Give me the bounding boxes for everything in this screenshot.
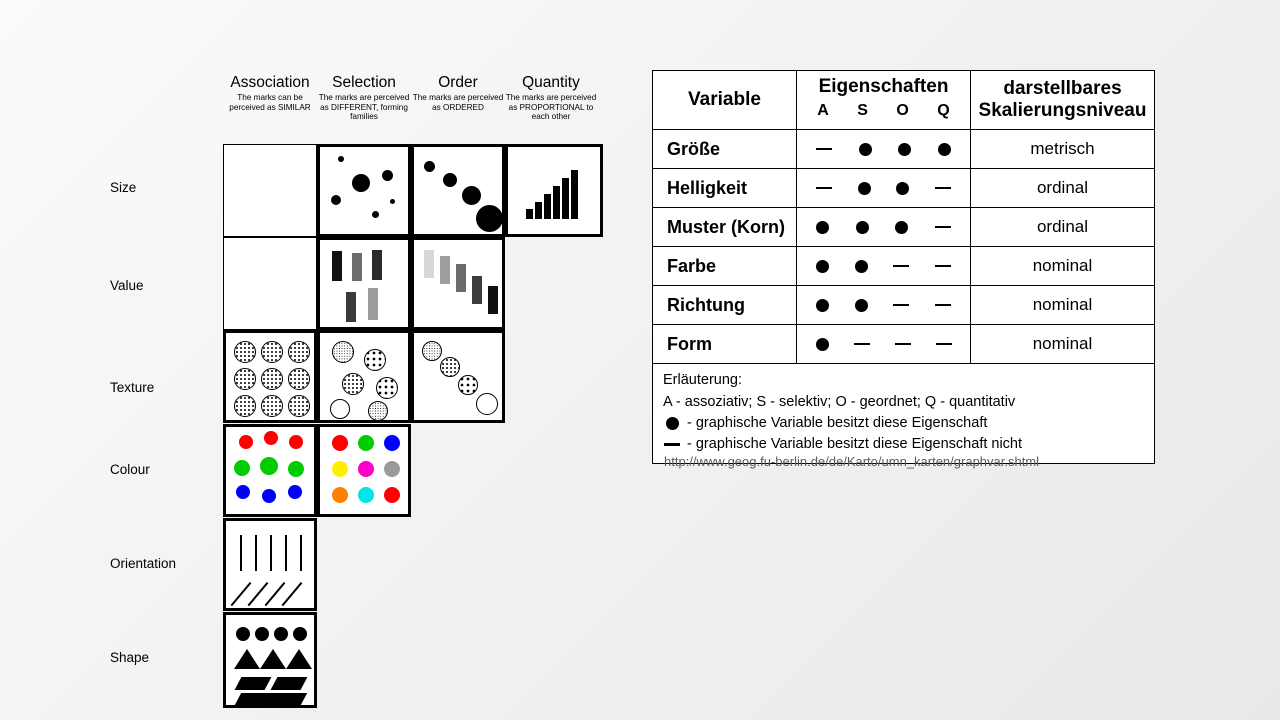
header-scale-line2: Skalierungsniveau	[978, 100, 1147, 121]
cell-texture-order	[411, 330, 505, 423]
cell-value-association	[223, 237, 317, 330]
cell-properties	[797, 169, 971, 208]
dash-icon	[935, 226, 951, 229]
filled-dot-icon	[859, 143, 872, 156]
header-col-q: Q	[937, 102, 950, 119]
source-url[interactable]: http://www.geog.fu-berlin.de/de/Karto/umn_karten/graphvar.shtml	[664, 454, 1040, 469]
size-dot	[382, 170, 393, 181]
dash-icon	[663, 443, 681, 446]
texture-circle	[342, 373, 364, 395]
dash-icon	[935, 265, 951, 268]
row-label-orientation: Orientation	[110, 556, 177, 571]
filled-dot-icon	[816, 338, 829, 351]
legend-title: Erläuterung:	[663, 372, 742, 388]
column-title: Quantity	[522, 74, 580, 91]
legend-text-asoq: A - assoziativ; S - selektiv; O - geordnet; Q - quantitativ	[663, 394, 1016, 410]
shape-circle	[255, 627, 269, 641]
column-header-order	[410, 74, 506, 112]
cell-shape-association	[223, 612, 317, 708]
orientation-line	[240, 535, 242, 571]
column-subtitle: The marks are perceived as PROPORTIONAL to each other	[505, 93, 597, 122]
colour-dot	[236, 485, 250, 499]
column-header-selection	[316, 74, 412, 122]
graphic-variables-table	[652, 70, 1154, 464]
legend-text-dot: - graphische Variable besitzt diese Eigenschaft	[687, 415, 988, 431]
filled-dot-icon	[896, 182, 909, 195]
column-title: Association	[230, 74, 310, 91]
filled-dot-icon	[663, 417, 681, 430]
orientation-line	[282, 582, 303, 606]
size-bar	[553, 186, 560, 219]
header-scale-line1: darstellbares	[1003, 78, 1122, 99]
value-bar	[472, 276, 482, 304]
filled-dot-icon	[855, 260, 868, 273]
legend-cell	[653, 364, 1155, 464]
cell-scale-level: nominal	[971, 247, 1155, 286]
texture-circle	[288, 368, 310, 390]
filled-dot-icon	[895, 221, 908, 234]
size-bar	[571, 170, 578, 219]
orientation-line	[270, 535, 272, 571]
cell-variable-name: Helligkeit	[653, 169, 797, 208]
filled-dot-icon	[856, 221, 869, 234]
texture-circle	[261, 395, 283, 417]
texture-circle	[364, 349, 386, 371]
cell-colour-selection	[317, 424, 411, 517]
size-dot	[331, 195, 341, 205]
shape-circle	[236, 627, 250, 641]
value-bar	[372, 250, 382, 280]
cell-size-association	[223, 144, 317, 237]
size-bar	[526, 209, 533, 219]
cell-scale-level: metrisch	[971, 130, 1155, 169]
size-dot	[476, 205, 503, 232]
texture-circle	[440, 357, 460, 377]
value-bar	[456, 264, 466, 292]
texture-circle	[368, 401, 388, 421]
variables-table	[652, 70, 1155, 464]
filled-dot-icon	[858, 182, 871, 195]
value-bar	[346, 292, 356, 322]
header-col-o: O	[896, 102, 909, 119]
colour-dot	[234, 460, 250, 476]
orientation-line	[285, 535, 287, 571]
cell-scale-level: ordinal	[971, 208, 1155, 247]
filled-dot-icon	[816, 260, 829, 273]
column-title: Order	[438, 74, 478, 91]
filled-dot-icon	[816, 221, 829, 234]
size-dot	[338, 156, 344, 162]
cell-size-selection	[317, 144, 411, 237]
dash-icon	[935, 187, 951, 190]
row-label-value: Value	[110, 278, 144, 293]
column-subtitle: The marks are perceived as DIFFERENT, forming families	[318, 93, 410, 122]
filled-dot-icon	[816, 299, 829, 312]
texture-circle	[458, 375, 478, 395]
dash-icon	[935, 304, 951, 307]
header-col-a: A	[817, 102, 829, 119]
texture-circle	[234, 368, 256, 390]
colour-dot	[239, 435, 253, 449]
texture-circle	[330, 399, 350, 419]
cell-orientation-association	[223, 518, 317, 611]
cell-colour-association	[223, 424, 317, 517]
texture-circle	[261, 341, 283, 363]
size-dot	[372, 211, 379, 218]
header-scale	[971, 71, 1155, 130]
colour-dot	[384, 461, 400, 477]
value-bar	[352, 253, 362, 281]
table-row	[653, 325, 1155, 364]
texture-circle	[476, 393, 498, 415]
cell-variable-name: Form	[653, 325, 797, 364]
dash-icon	[854, 343, 870, 346]
filled-dot-icon	[855, 299, 868, 312]
value-bar	[368, 288, 378, 320]
column-subtitle: The marks can be perceived as SIMILAR	[229, 93, 311, 112]
dash-icon	[895, 343, 911, 346]
table-row	[653, 130, 1155, 169]
row-label-colour: Colour	[110, 462, 150, 477]
row-label-shape: Shape	[110, 650, 150, 665]
colour-dot	[358, 461, 374, 477]
texture-circle	[422, 341, 442, 361]
shape-triangle	[234, 649, 260, 669]
column-header-association	[222, 74, 318, 112]
colour-dot	[384, 487, 400, 503]
cell-scale-level: ordinal	[971, 169, 1155, 208]
table-row	[653, 247, 1155, 286]
colour-dot	[332, 435, 348, 451]
header-col-s: S	[857, 102, 868, 119]
cell-properties	[797, 130, 971, 169]
header-properties-columns	[797, 102, 970, 120]
header-properties-label: Eigenschaften	[818, 76, 949, 97]
shape-circle	[293, 627, 307, 641]
colour-dot	[264, 431, 278, 445]
colour-dot	[358, 487, 374, 503]
colour-dot	[288, 461, 304, 477]
value-bar	[332, 251, 342, 281]
graphic-variables-matrix	[110, 68, 620, 718]
column-subtitle: The marks are perceived as ORDERED	[412, 93, 504, 112]
table-row	[653, 208, 1155, 247]
legend-line-dash	[663, 434, 1144, 455]
legend-text-dash: - graphische Variable besitzt diese Eigenschaft nicht	[687, 436, 1023, 452]
cell-properties	[797, 247, 971, 286]
colour-dot	[288, 485, 302, 499]
row-label-texture: Texture	[110, 380, 155, 395]
texture-circle	[234, 395, 256, 417]
colour-dot	[358, 435, 374, 451]
size-dot	[443, 173, 457, 187]
orientation-line	[300, 535, 302, 571]
cell-size-order	[411, 144, 505, 237]
row-label-size: Size	[110, 180, 137, 195]
value-bar	[488, 286, 498, 314]
value-bar	[440, 256, 450, 284]
cell-properties	[797, 325, 971, 364]
cell-variable-name: Richtung	[653, 286, 797, 325]
legend-line-dot	[663, 413, 1144, 434]
table-legend-row	[653, 364, 1155, 464]
table-row	[653, 169, 1155, 208]
size-bar	[544, 194, 551, 219]
cell-value-selection	[317, 237, 411, 330]
shape-triangle	[260, 649, 286, 669]
table-row	[653, 286, 1155, 325]
texture-circle	[288, 341, 310, 363]
colour-dot	[260, 457, 278, 475]
dash-icon	[893, 265, 909, 268]
shape-circle	[274, 627, 288, 641]
texture-circle	[234, 341, 256, 363]
size-dot	[390, 199, 395, 204]
size-dot	[424, 161, 435, 172]
shape-triangle	[286, 649, 312, 669]
texture-circle	[288, 395, 310, 417]
table-header-row	[653, 71, 1155, 130]
cell-variable-name: Farbe	[653, 247, 797, 286]
cell-properties	[797, 208, 971, 247]
cell-texture-association	[223, 330, 317, 423]
column-header-quantity	[503, 74, 599, 122]
colour-dot	[332, 487, 348, 503]
cell-variable-name: Größe	[653, 130, 797, 169]
value-bar	[424, 250, 434, 278]
cell-scale-level: nominal	[971, 286, 1155, 325]
colour-dot	[332, 461, 348, 477]
shape-parallelogram	[235, 693, 307, 705]
cell-variable-name: Muster (Korn)	[653, 208, 797, 247]
size-bar	[535, 202, 542, 219]
column-title: Selection	[332, 74, 396, 91]
dash-icon	[893, 304, 909, 307]
filled-dot-icon	[938, 143, 951, 156]
dash-icon	[936, 343, 952, 346]
colour-dot	[262, 489, 276, 503]
dash-icon	[816, 148, 832, 151]
cell-scale-level: nominal	[971, 325, 1155, 364]
texture-circle	[261, 368, 283, 390]
legend-line-asoq	[663, 392, 1144, 413]
shape-parallelogram	[271, 677, 308, 690]
colour-dot	[289, 435, 303, 449]
cell-properties	[797, 286, 971, 325]
header-properties	[797, 71, 971, 130]
cell-texture-selection	[317, 330, 411, 423]
cell-value-order	[411, 237, 505, 330]
size-bar	[562, 178, 569, 219]
dash-icon	[816, 187, 832, 190]
cell-size-quantity	[505, 144, 603, 237]
texture-circle	[376, 377, 398, 399]
header-variable: Variable	[653, 71, 797, 130]
colour-dot	[384, 435, 400, 451]
filled-dot-icon	[898, 143, 911, 156]
texture-circle	[332, 341, 354, 363]
size-dot	[462, 186, 481, 205]
size-dot	[352, 174, 370, 192]
orientation-line	[255, 535, 257, 571]
shape-parallelogram	[235, 677, 272, 690]
